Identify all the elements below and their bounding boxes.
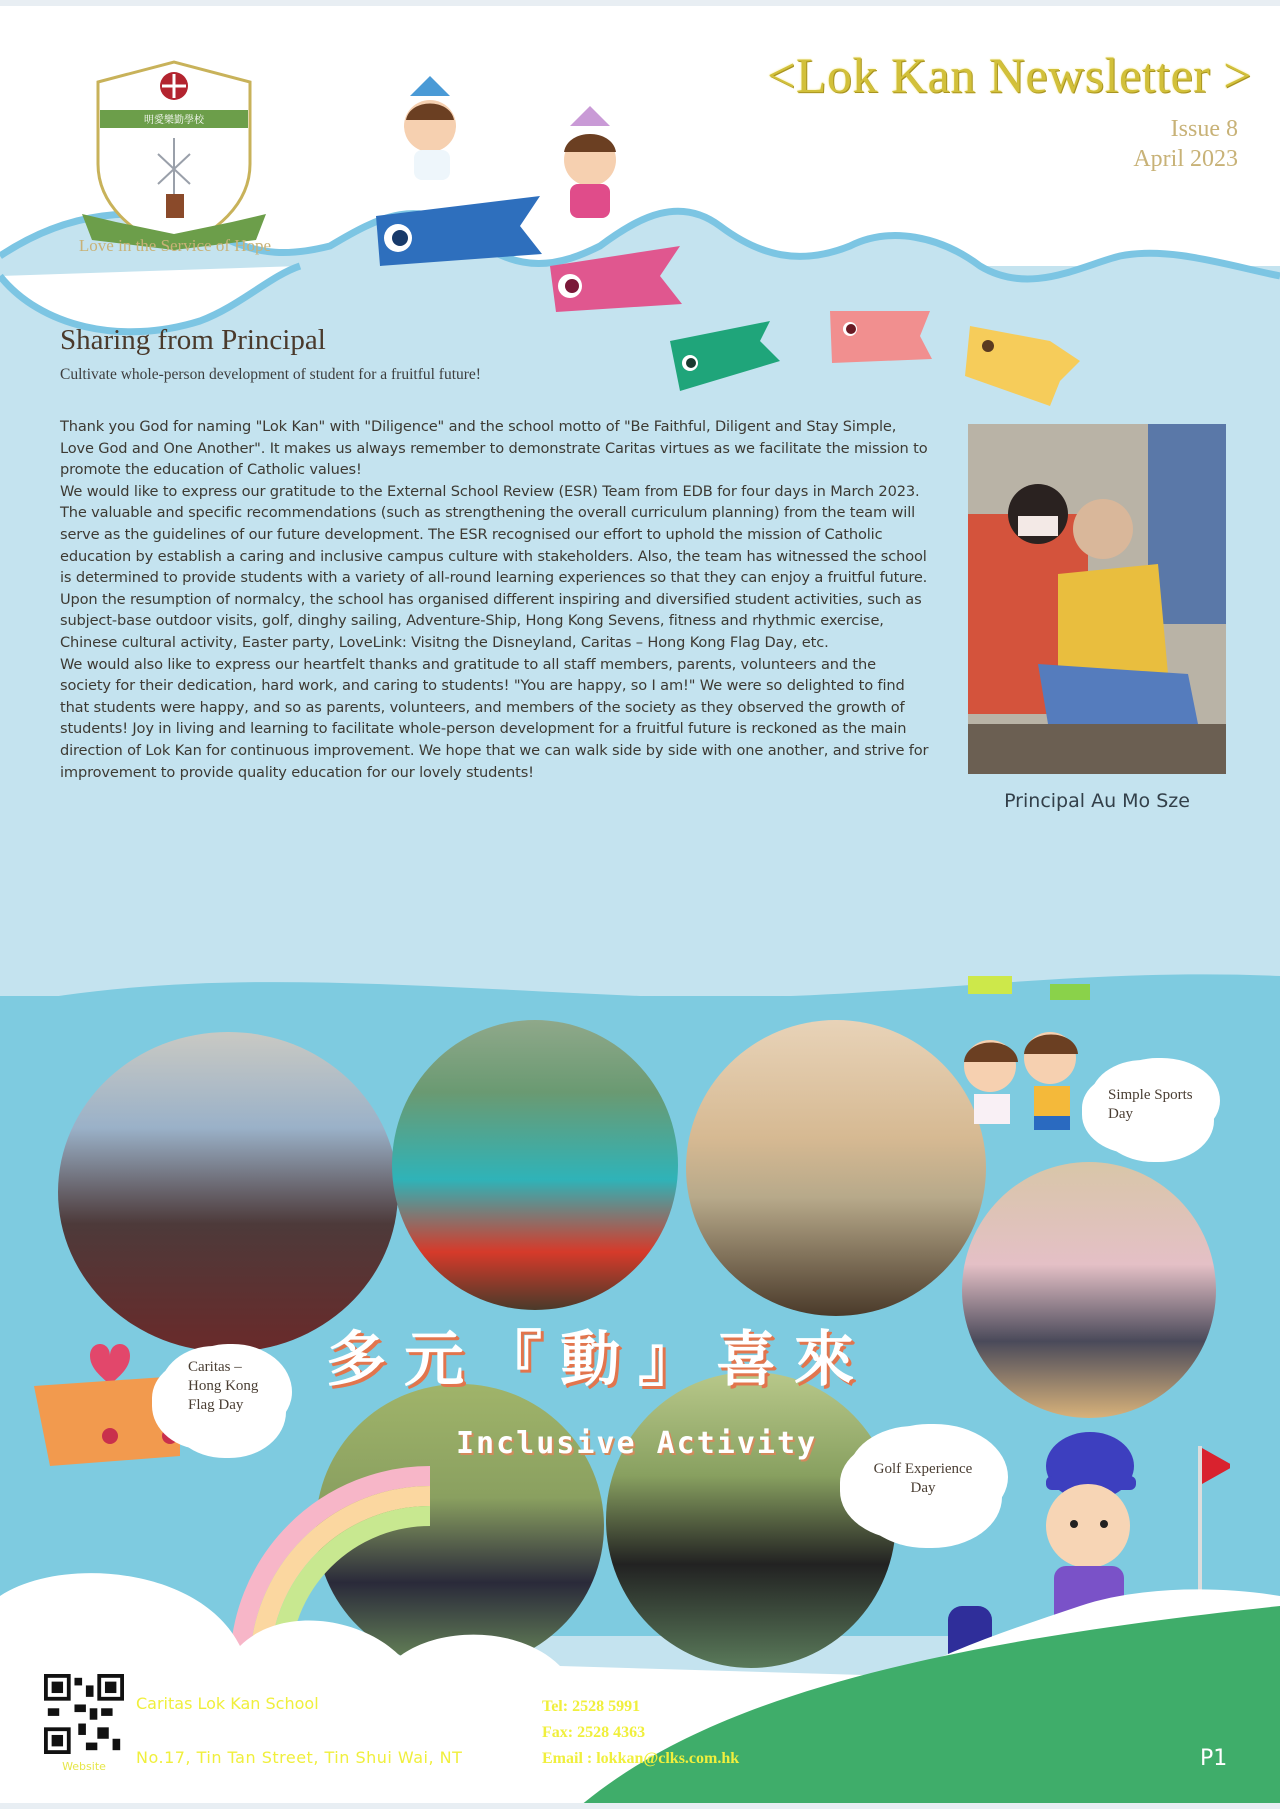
- footer-contact: [542, 1694, 739, 1772]
- carp-streamers-decoration: [670, 301, 1110, 411]
- donation-box-illustration: [30, 1316, 180, 1476]
- footer-email[interactable]: Email : lokkan@clks.com.hk: [542, 1750, 740, 1767]
- principal-message: [60, 416, 930, 783]
- caption-line: Day: [910, 1480, 936, 1496]
- school-motto: Love in the Service of Hope: [78, 236, 272, 255]
- section-subtitle: Cultivate whole-person development of student for a fruitful future!: [60, 366, 481, 383]
- photo-sports-day-2: [962, 1162, 1216, 1418]
- kids-on-carp-streamers-illustration: [370, 76, 690, 316]
- message-paragraph: We would also like to express our heartfelt thanks and gratitude to all staff members, parents, volunteers and the society for their dedication, hard work, and caring to students! "You are happy, so I am!" We were so delighted to find that students were happy, and so as parents, volunteers, and members of the society as they observed the growth of students! Joy in living and learning to facilitate whole-person development for a fruitful future is reckoned as the main direction of Lok Kan for continuous improvement. We hope that we can walk side by side with one another, and strive for improvement to provide quality education for our lovely students!: [60, 655, 929, 781]
- activity-title-chinese: 多元『動』喜來: [326, 1325, 872, 1395]
- caption-line: Hong Kong: [188, 1378, 259, 1394]
- caption-sports-day: [1090, 1060, 1210, 1150]
- photo-flag-day: [58, 1032, 398, 1352]
- school-logo: [76, 54, 272, 264]
- caption-line: Flag Day: [188, 1397, 244, 1413]
- caption-flag-day: [160, 1346, 282, 1446]
- caption-line: Simple Sports: [1108, 1087, 1193, 1103]
- newsletter-page: [0, 6, 1280, 1803]
- photo-placeholder: [968, 424, 1226, 774]
- qr-label: Website: [62, 1760, 106, 1773]
- section-title: Sharing from Principal: [60, 324, 326, 356]
- message-paragraph: Thank you God for naming "Lok Kan" with "Diligence" and the school motto of "Be Faithful, Diligent and Stay Simple, Love God and One Another". It makes us always remember to demonstrate Caritas virtues as we facilitate the mission to promote the education of Catholic values!: [60, 418, 928, 479]
- message-paragraph: We would like to express our gratitude to the External School Review (ESR) Team from EDB for four days in March 2023. The valuable and specific recommendations (such as strengthening the overall curriculum planning) from the team will serve as the guidelines of our future development. The ESR recognised our effort to uphold the mission of Catholic education by establish a caring and inclusive campus culture with stakeholders. Also, the team has witnessed the school is determined to provide students with a variety of all-round learning experiences so that they can enjoy a fruitful future.: [60, 482, 928, 587]
- page-number: P1: [1200, 1746, 1228, 1771]
- sports-kids-illustration: [930, 966, 1100, 1166]
- issue-info: [1133, 114, 1238, 174]
- issue-number: Issue 8: [1170, 116, 1238, 142]
- footer-fax: Fax: 2528 4363: [542, 1724, 646, 1741]
- message-paragraph: Upon the resumption of normalcy, the school has organised different inspiring and diversified student activities, such as subject-base outdoor visits, golf, dinghy sailing, Adventure-Ship, Hong Kong Sevens, fitness and rhythmic exercise, Chinese cultural activity, Easter party, LoveLink: Visitng the Disneyland, Caritas – Hong Kong Flag Day, etc.: [60, 590, 922, 651]
- photo-activity-2: [392, 1020, 678, 1310]
- footer-address: No.17, Tin Tan Street, Tin Shui Wai, NT: [136, 1748, 463, 1767]
- caption-line: Day: [1108, 1106, 1133, 1122]
- activity-title-english: Inclusive Activity: [456, 1426, 818, 1461]
- principal-caption: Principal Au Mo Sze: [1004, 790, 1190, 812]
- caption-golf-day: [848, 1426, 998, 1536]
- principal-photo: [968, 424, 1226, 774]
- issue-date: April 2023: [1133, 146, 1238, 172]
- qr-code[interactable]: [44, 1674, 124, 1754]
- caption-line: Golf Experience: [873, 1461, 973, 1477]
- footer-tel: Tel: 2528 5991: [542, 1698, 641, 1715]
- footer-school-name: Caritas Lok Kan School: [136, 1694, 319, 1713]
- newsletter-title: <Lok Kan Newsletter >: [767, 47, 1252, 103]
- caption-line: Caritas –: [188, 1359, 242, 1375]
- svg-text:明愛樂勤學校: 明愛樂勤學校: [144, 115, 204, 126]
